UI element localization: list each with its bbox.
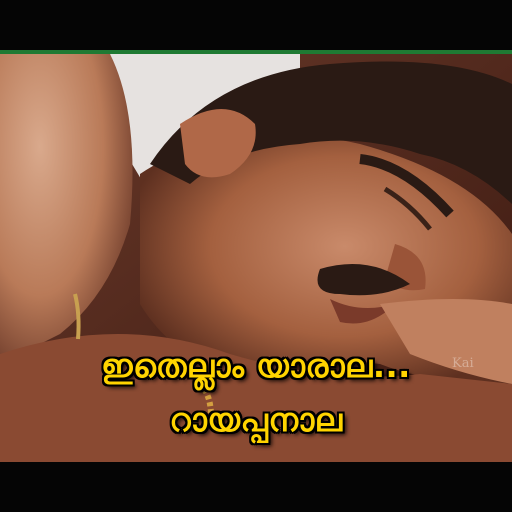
bottom-border (0, 462, 512, 512)
caption-line-1: ഇതെല്ലാം യാരാല... (101, 347, 411, 385)
top-border (0, 0, 512, 52)
caption-line-2: റായപ്പനാല (169, 401, 343, 439)
watermark: Kai (452, 356, 474, 371)
